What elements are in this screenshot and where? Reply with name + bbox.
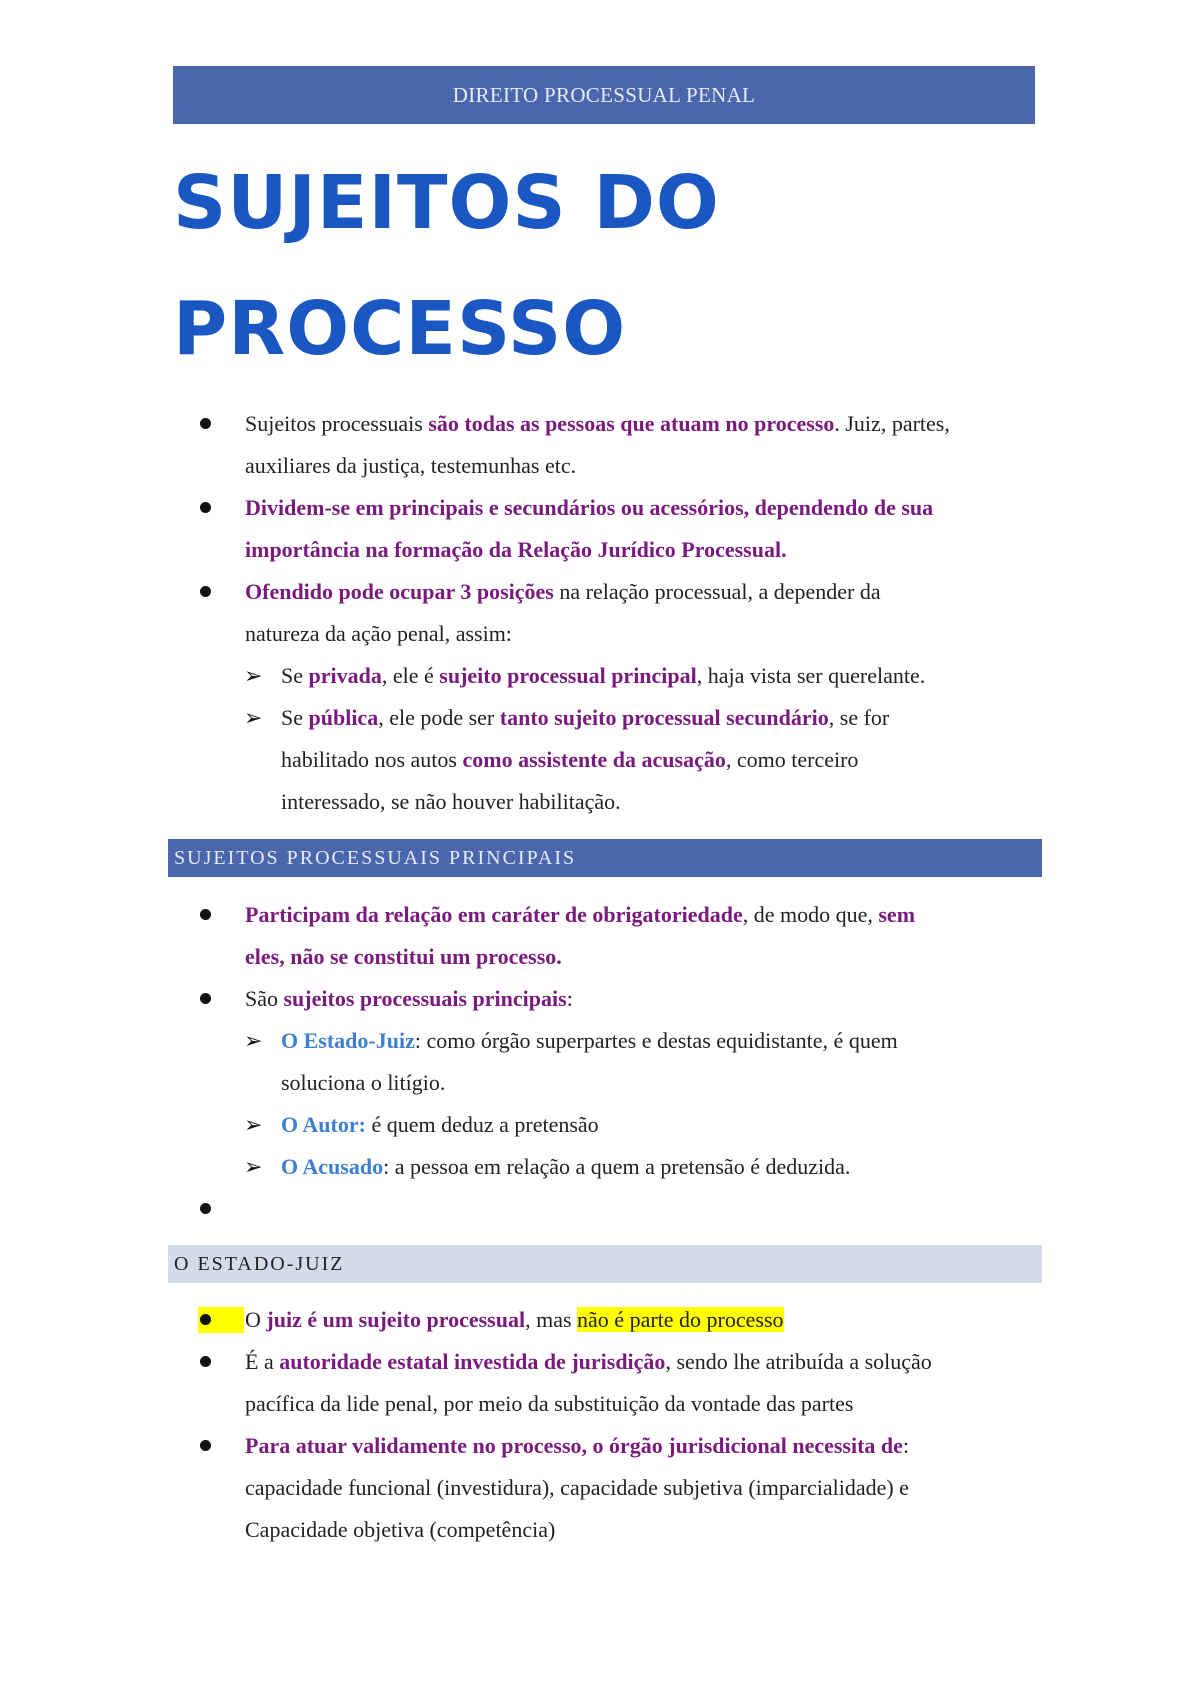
list-item bbox=[0, 487, 1200, 571]
bullet-icon bbox=[200, 1203, 211, 1214]
text: é quem deduz a pretensão bbox=[365, 1112, 599, 1137]
emphasis-text: Dividem-se em principais e secundários ou acessórios, dependendo de sua bbox=[245, 495, 934, 520]
text: , como terceiro bbox=[725, 747, 859, 772]
subject-text: O Autor: bbox=[281, 1112, 366, 1137]
intro-list bbox=[0, 403, 1200, 823]
emphasis-text: como assistente da acusação bbox=[462, 747, 726, 772]
text: , ele pode ser bbox=[378, 705, 500, 730]
sub-list-item bbox=[0, 655, 1200, 697]
bullet-icon bbox=[200, 502, 211, 513]
sub-list-item bbox=[0, 697, 1200, 823]
text: pacífica da lide penal, por meio da substituição da vontade das partes bbox=[245, 1391, 854, 1416]
text: O bbox=[245, 1307, 267, 1332]
sub-list-item bbox=[0, 1104, 1200, 1146]
text: interessado, se não houver habilitação. bbox=[281, 789, 621, 814]
emphasis-text: pública bbox=[308, 705, 379, 730]
text: natureza da ação penal, assim: bbox=[245, 621, 512, 646]
arrow-bullet-icon: ➢ bbox=[244, 1112, 263, 1137]
text: , se for bbox=[828, 705, 890, 730]
bullet-icon bbox=[200, 909, 211, 920]
list-item bbox=[0, 978, 1200, 1020]
text: , mas bbox=[525, 1307, 578, 1332]
text: capacidade funcional (investidura), capacidade subjetiva (imparcialidade) e bbox=[245, 1475, 909, 1500]
list-item bbox=[0, 403, 1200, 487]
title-line-2: PROCESSO bbox=[173, 286, 627, 372]
text: Se bbox=[281, 705, 309, 730]
text: : bbox=[566, 986, 573, 1011]
text: , ele é bbox=[381, 663, 440, 688]
arrow-bullet-icon: ➢ bbox=[244, 663, 263, 688]
text: Sujeitos processuais bbox=[245, 411, 429, 436]
bullet-icon bbox=[200, 418, 211, 429]
emphasis-text: eles, não se constitui um processo. bbox=[245, 944, 562, 969]
text: É a bbox=[245, 1349, 280, 1374]
bullet-icon bbox=[200, 1356, 211, 1367]
text: habilitado nos autos bbox=[281, 747, 463, 772]
section-heading-principais: SUJEITOS PROCESSUAIS PRINCIPAIS bbox=[168, 839, 1042, 877]
list-item bbox=[0, 1341, 1200, 1425]
text: : como órgão superpartes e destas equidistante, é quem bbox=[414, 1028, 898, 1053]
title-line-1: SUJEITOS DO bbox=[173, 160, 720, 246]
emphasis-text: Ofendido pode ocupar 3 posições bbox=[245, 579, 554, 604]
list-item bbox=[0, 571, 1200, 655]
principais-list bbox=[0, 894, 1200, 1230]
emphasis-text: sujeitos processuais principais bbox=[283, 986, 567, 1011]
arrow-bullet-icon: ➢ bbox=[244, 1154, 263, 1179]
text: Capacidade objetiva (competência) bbox=[245, 1517, 556, 1542]
bullet-icon bbox=[200, 1314, 211, 1325]
emphasis-text: sem bbox=[878, 902, 916, 927]
text: soluciona o litígio. bbox=[281, 1070, 446, 1095]
list-item bbox=[0, 1299, 1200, 1341]
emphasis-text: privada bbox=[308, 663, 382, 688]
header-banner: DIREITO PROCESSUAL PENAL bbox=[173, 66, 1035, 124]
emphasis-text: Participam da relação em caráter de obrigatoriedade bbox=[245, 902, 743, 927]
page-title bbox=[173, 140, 1073, 392]
text: : a pessoa em relação a quem a pretensão é deduzida. bbox=[383, 1154, 851, 1179]
text: na relação processual, a depender da bbox=[553, 579, 881, 604]
text: , haja vista ser querelante. bbox=[696, 663, 926, 688]
list-item-empty bbox=[0, 1188, 1200, 1230]
emphasis-text: importância na formação da Relação Jurídico Processual. bbox=[245, 537, 787, 562]
text: auxiliares da justiça, testemunhas etc. bbox=[245, 453, 577, 478]
bullet-icon bbox=[200, 993, 211, 1004]
list-item bbox=[0, 1425, 1200, 1551]
text: . Juiz, partes, bbox=[834, 411, 950, 436]
text: São bbox=[245, 986, 284, 1011]
list-item bbox=[0, 894, 1200, 978]
emphasis-text: sujeito processual principal bbox=[439, 663, 697, 688]
sub-list-item bbox=[0, 1020, 1200, 1104]
highlighted-text: não é parte do processo bbox=[577, 1307, 784, 1332]
emphasis-text: são todas as pessoas que atuam no processo bbox=[428, 411, 835, 436]
emphasis-text: autoridade estatal investida de jurisdição bbox=[279, 1349, 666, 1374]
bullet-icon bbox=[200, 1440, 211, 1451]
sub-list-item bbox=[0, 1146, 1200, 1188]
bullet-icon bbox=[200, 586, 211, 597]
section-heading-estado-juiz: O ESTADO-JUIZ bbox=[168, 1245, 1042, 1283]
emphasis-text: tanto sujeito processual secundário bbox=[499, 705, 829, 730]
estado-juiz-list bbox=[0, 1299, 1200, 1551]
text: , sendo lhe atribuída a solução bbox=[665, 1349, 932, 1374]
arrow-bullet-icon: ➢ bbox=[244, 1028, 263, 1053]
arrow-bullet-icon: ➢ bbox=[244, 705, 263, 730]
text: Se bbox=[281, 663, 309, 688]
text: : bbox=[902, 1433, 910, 1458]
subject-text: O Estado-Juiz bbox=[281, 1028, 415, 1053]
text: , de modo que, bbox=[742, 902, 879, 927]
subject-text: O Acusado bbox=[281, 1154, 384, 1179]
emphasis-text: juiz é um sujeito processual bbox=[266, 1307, 526, 1332]
emphasis-text: Para atuar validamente no processo, o órgão jurisdicional necessita de bbox=[245, 1433, 903, 1458]
